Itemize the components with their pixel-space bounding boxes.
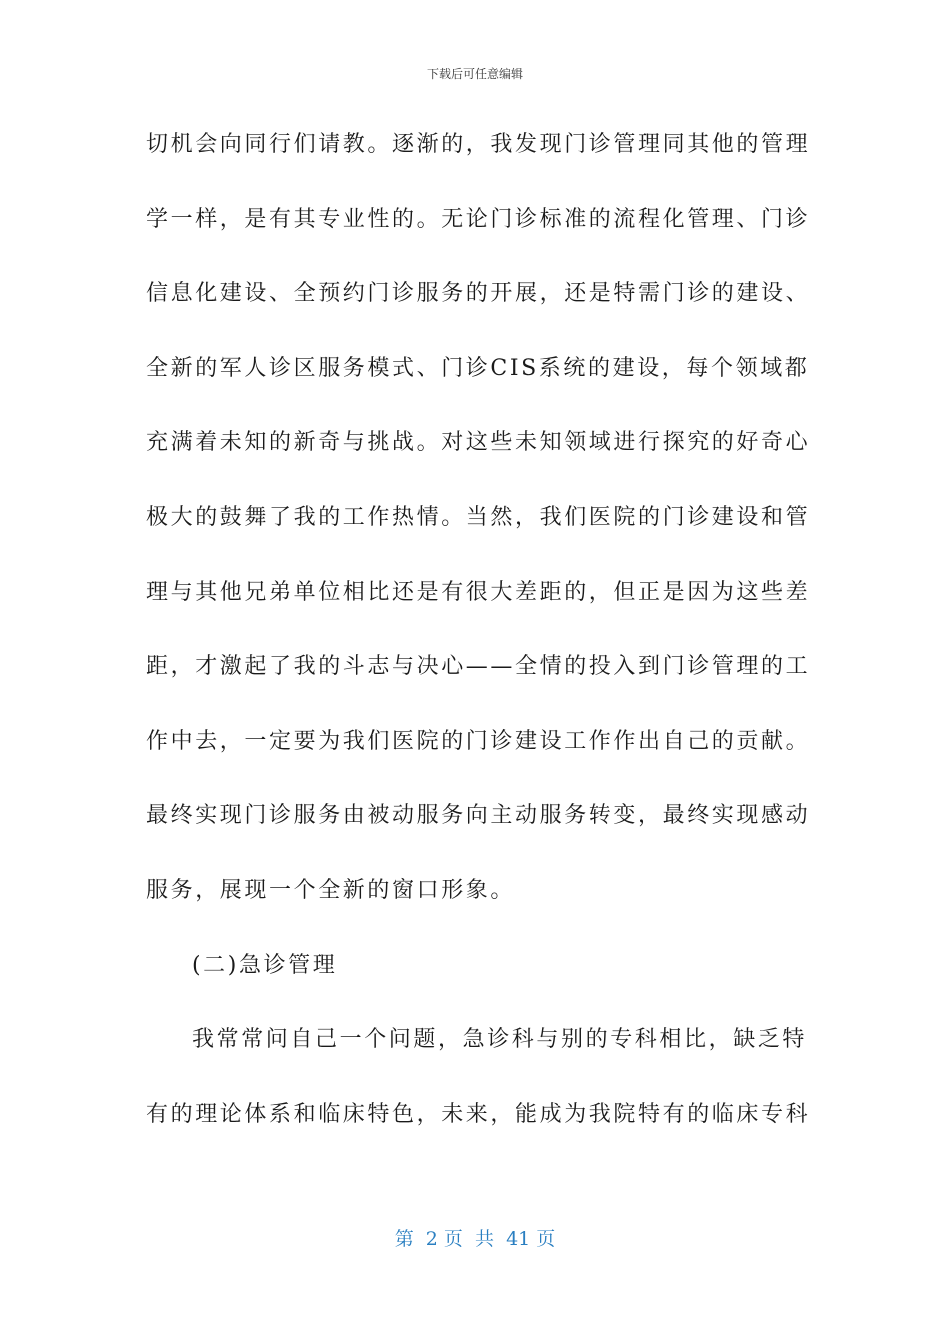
- text-line: 我常常问自己一个问题，急诊科与别的专科相比，缺乏特: [192, 1027, 808, 1053]
- text-line: 理与其他兄弟单位相比还是有很大差距的，但正是因为这些差: [146, 579, 811, 605]
- text-line: 信息化建设、全预约门诊服务的开展，还是特需门诊的建设、: [146, 281, 811, 307]
- text-line: 全新的军人诊区服务模式、门诊CIS系统的建设，每个领域都: [146, 355, 810, 381]
- page-header: 下载后可任意编辑: [426, 67, 523, 81]
- text-line: 作中去，一定要为我们医院的门诊建设工作作出自己的贡献。: [146, 728, 811, 754]
- document-body: [146, 125, 811, 1169]
- text-line: 极大的鼓舞了我的工作热情。当然，我们医院的门诊建设和管: [146, 504, 811, 530]
- page-number-footer: 第 2 页 共 41 页: [394, 1228, 556, 1250]
- text-line: 有的理论体系和临床特色，未来，能成为我院特有的临床专科: [146, 1101, 811, 1127]
- text-line: 距，才激起了我的斗志与决心——全情的投入到门诊管理的工: [146, 654, 811, 680]
- text-line: 服务，展现一个全新的窗口形象。: [146, 877, 516, 903]
- text-line: 学一样，是有其专业性的。无论门诊标准的流程化管理、门诊: [146, 206, 811, 232]
- text-line: 充满着未知的新奇与挑战。对这些未知领域进行探究的好奇心: [146, 430, 811, 456]
- section-heading: (二)急诊管理: [192, 952, 338, 978]
- text-line: 切机会向同行们请教。逐渐的，我发现门诊管理同其他的管理: [146, 132, 811, 157]
- text-line: 最终实现门诊服务由被动服务向主动服务转变，最终实现感动: [146, 803, 811, 829]
